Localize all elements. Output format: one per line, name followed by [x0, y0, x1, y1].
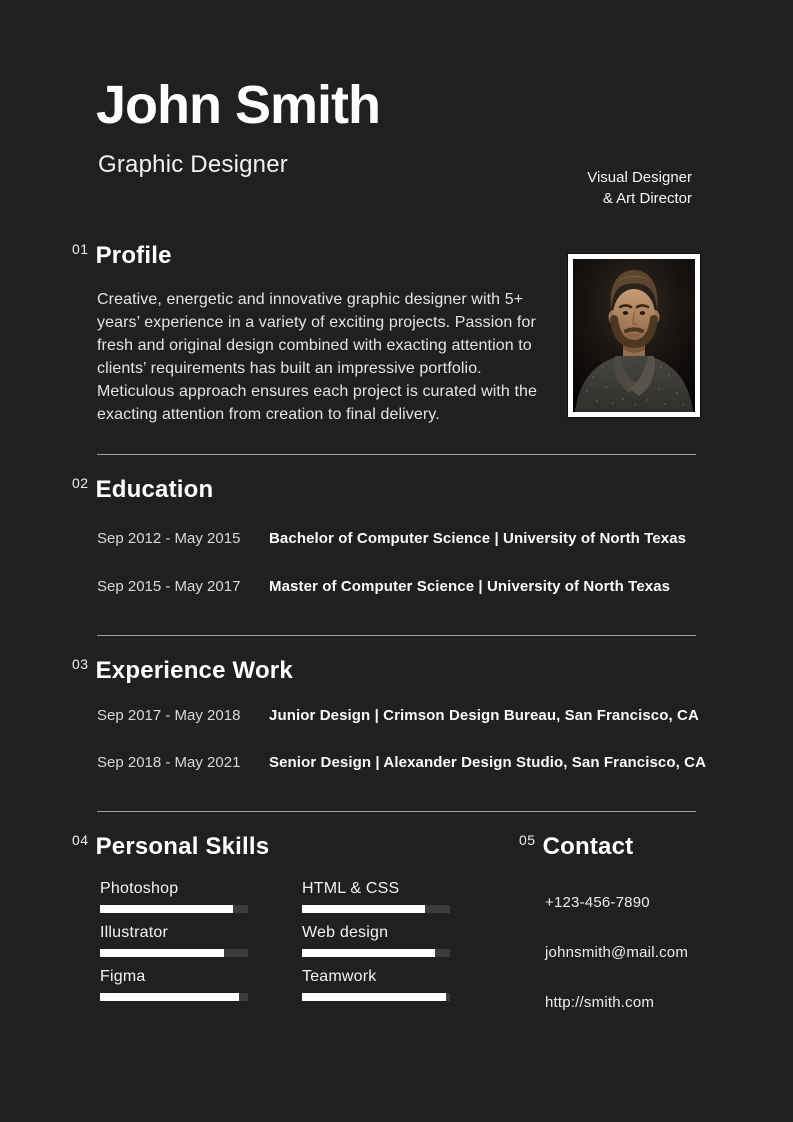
section-title: Experience Work [95, 657, 293, 684]
section-heading-experience [72, 658, 293, 684]
skill-bar-track [100, 905, 248, 913]
section-title: Contact [542, 833, 634, 860]
skill-label: Teamwork [302, 968, 377, 985]
section-title: Personal Skills [95, 833, 270, 860]
skill-label: Illustrator [100, 924, 168, 941]
education-detail: Master of Computer Science | University of North Texas [269, 578, 671, 595]
skill-item [302, 880, 450, 913]
tagline-line2: & Art Director [602, 190, 692, 207]
experience-detail: Senior Design | Alexander Design Studio, San Francisco, CA [269, 754, 707, 771]
skill-item [302, 924, 450, 957]
education-rows [97, 529, 777, 625]
education-period: Sep 2015 - May 2017 [97, 578, 241, 595]
divider [97, 454, 696, 455]
divider [97, 635, 696, 636]
experience-row [97, 753, 777, 772]
contact-list [545, 894, 688, 1044]
person-name: John Smith [96, 75, 380, 135]
profile-photo [568, 254, 700, 417]
skill-label: Photoshop [100, 880, 179, 897]
section-number: 02 [72, 475, 89, 491]
contact-website[interactable]: http://smith.com [545, 994, 655, 1011]
skill-bar-fill [100, 905, 233, 913]
section-number: 04 [72, 832, 89, 848]
skill-bar-track [302, 949, 450, 957]
person-role: Graphic Designer [98, 151, 288, 178]
section-title: Education [95, 476, 214, 503]
skill-bar-track [302, 905, 450, 913]
education-period: Sep 2012 - May 2015 [97, 530, 241, 547]
experience-row [97, 706, 777, 725]
skill-bar-fill [302, 905, 425, 913]
portrait-illustration [573, 259, 695, 412]
skill-item [100, 924, 248, 957]
skill-item [100, 968, 248, 1001]
tagline [587, 167, 692, 209]
divider [97, 811, 696, 812]
skill-label: Web design [302, 924, 389, 941]
section-number: 05 [519, 832, 536, 848]
experience-period: Sep 2018 - May 2021 [97, 754, 241, 771]
contact-email[interactable]: johnsmith@mail.com [545, 944, 689, 961]
skill-item [302, 968, 450, 1001]
skill-bar-fill [302, 993, 446, 1001]
skill-label: Figma [100, 968, 146, 985]
section-heading-contact [519, 834, 633, 860]
skill-bar-fill [302, 949, 435, 957]
skill-bar-track [302, 993, 450, 1001]
skill-bar-fill [100, 949, 224, 957]
education-row [97, 577, 777, 596]
education-row [97, 529, 777, 548]
section-heading-education [72, 477, 213, 503]
contact-phone[interactable]: +123-456-7890 [545, 894, 650, 911]
skills-grid [100, 880, 450, 1001]
experience-period: Sep 2017 - May 2018 [97, 707, 241, 724]
profile-summary: Creative, energetic and innovative graphic designer with 5+ years’ experience in a variety of exciting projects. Passion for fresh and original design combined with exacting attention to clients’ requirements has built an impressive portfolio. Meticulous approach ensures each project is curated with the exacting attention from creation to final delivery. [97, 291, 538, 423]
section-heading-skills [72, 834, 269, 860]
skill-item [100, 880, 248, 913]
section-heading-profile [72, 243, 172, 269]
experience-rows [97, 706, 777, 800]
section-title: Profile [95, 242, 172, 269]
education-detail: Bachelor of Computer Science | University of North Texas [269, 530, 687, 547]
section-number: 03 [72, 656, 89, 672]
skill-bar-track [100, 949, 248, 957]
skill-bar-track [100, 993, 248, 1001]
skill-bar-fill [100, 993, 239, 1001]
skill-label: HTML & CSS [302, 880, 400, 897]
tagline-line1: Visual Designer [587, 169, 692, 186]
section-number: 01 [72, 241, 89, 257]
experience-detail: Junior Design | Crimson Design Bureau, San Francisco, CA [269, 707, 699, 724]
